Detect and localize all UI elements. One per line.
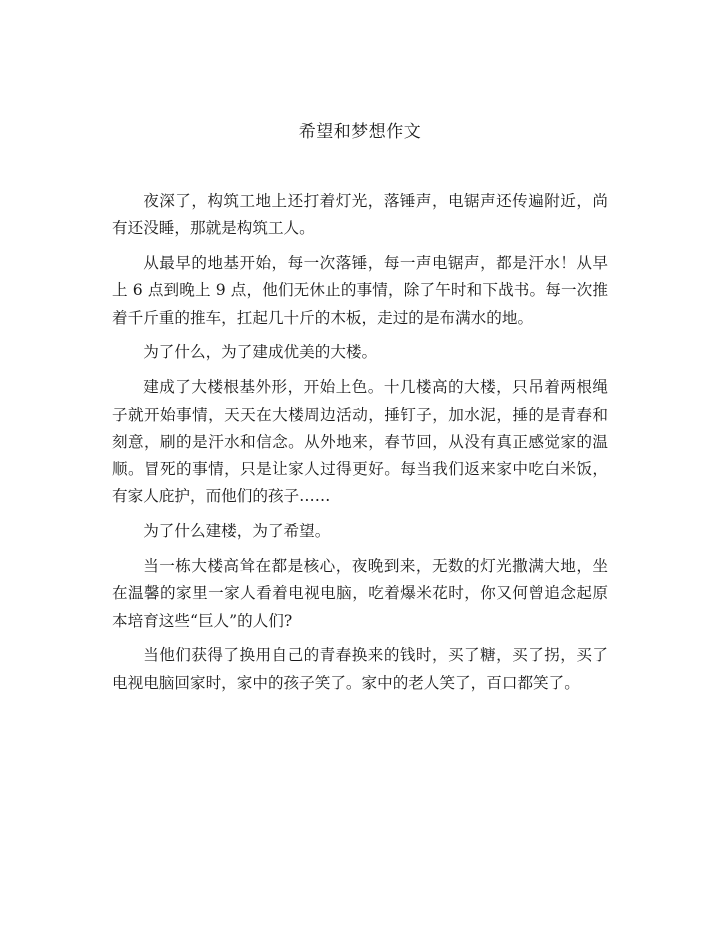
paragraph-1: 夜深了，构筑工地上还打着灯光，落锤声，电锯声还传遍附近，尚有还没睡，那就是构筑工人。	[112, 192, 608, 238]
paragraph-6: 当一栋大楼高耸在都是核心，夜晚到来，无数的灯光撒满大地，坐在温馨的家里一家人看着电视电脑，吃着爆米花时，你又何曾追念起原本培育这些“巨人”的人们?	[112, 557, 608, 630]
document-title: 希望和梦想作文	[298, 122, 422, 142]
paragraph-4: 建成了大楼根基外形，开始上色。十几楼高的大楼，只吊着两根绳子就开始事情，天天在大楼周边活动，捶钉子，加水泥，捶的是青春和刻意，刷的是汗水和信念。从外地来，春节回，从没有真正感觉家的温顺。冒死的事情，只是让家人过得更好。每当我们返来家中吃白米饭，有家人庇护，而他们的孩子……	[112, 378, 608, 506]
document-body	[112, 188, 608, 705]
paragraph-7: 当他们获得了换用自己的青春换来的钱时，买了糖，买了拐，买了电视电脑回家时，家中的孩子笑了。家中的老人笑了，百口都笑了。	[112, 646, 608, 692]
paragraph-2: 从最早的地基开始，每一次落锤，每一声电锯声，都是汗水！从早上 6 点到晚上 9 点，他们无休止的事情，除了午时和下战书。每一次推着千斤重的推车，扛起几十斤的木板，走过的是布满水的地。	[112, 254, 608, 327]
paragraph-5: 为了什么建楼，为了希望。	[143, 522, 331, 541]
paragraph-3: 为了什么，为了建成优美的大楼。	[143, 343, 378, 362]
